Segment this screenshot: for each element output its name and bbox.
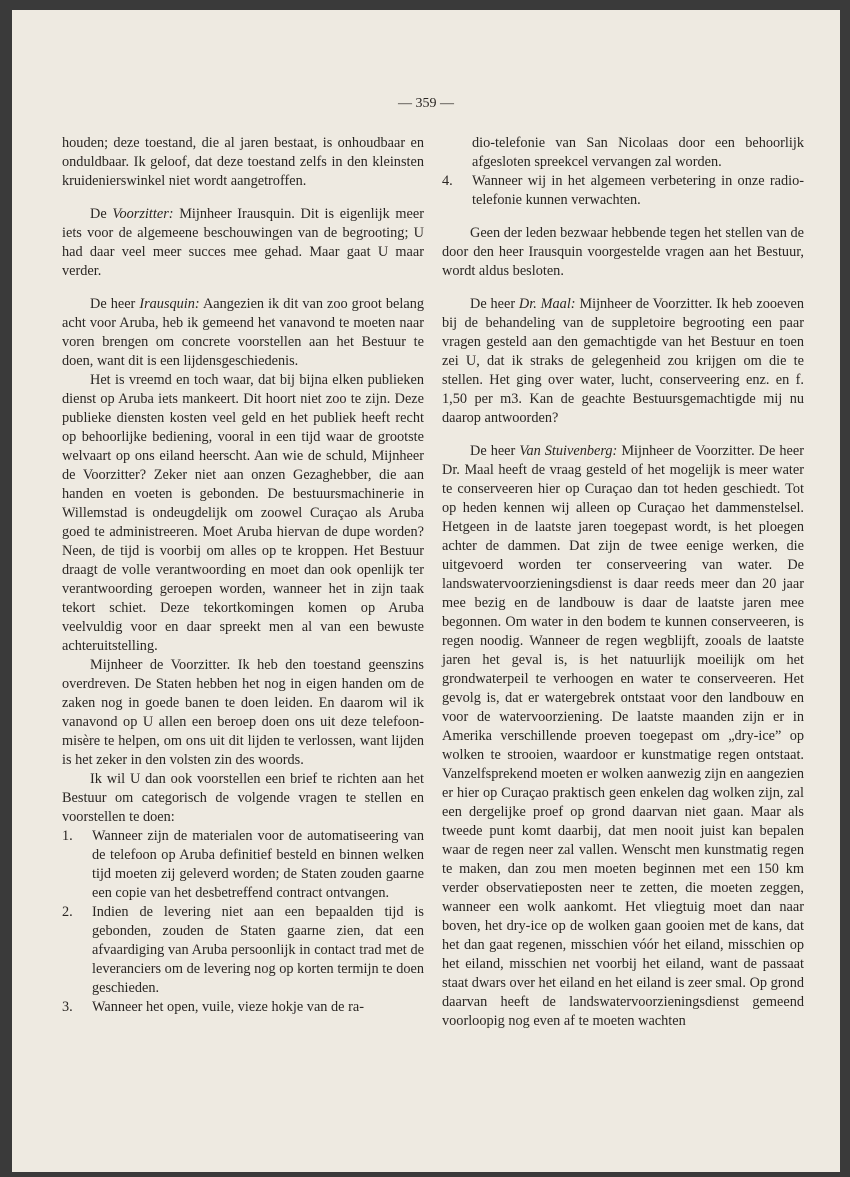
paragraph: De heer Irausquin: Aangezien ik dit van zoo groot belang acht voor Aruba, heb ik gemeend het vanavond te moeten naar voren brengen om concrete voorstellen aan het Bestuur te doen, want dit is een lijdensgeschiedenis. — [62, 296, 424, 369]
list-item: 3. Wanneer het open, vuile, vieze hokje van de ra- — [62, 999, 364, 1015]
speaker-name: Voorzitter: — [112, 206, 174, 222]
paragraph: De heer Dr. Maal: Mijnheer de Voorzitter. Ik heb zooeven bij de behandeling van de suppletoire begrooting een paar vragen gesteld aan den gemachtigde van het Bestuur en toen zei U, dat ik straks de gelegenheid zou krijgen om die te stellen. Het ging over water, lucht, conserveering enz. en f. 1,50 per m3. Kan de geachte Bestuursgemachtigde mij nu daarop antwoorden? — [442, 296, 804, 426]
page-number: — 359 — — [398, 96, 454, 111]
list-item: 4. Wanneer wij in het algemeen verbetering in onze radio-telefonie kunnen verwachten. — [442, 173, 804, 208]
speaker-name: Irausquin: — [139, 296, 200, 312]
list-number: 1. — [62, 828, 73, 844]
speaker-name: Dr. Maal: — [518, 296, 576, 312]
paragraph: Geen der leden bezwaar hebbende tegen het stellen van de door den heer Irausquin voorgestelde vragen aan het Bestuur, wordt aldus besloten. — [442, 225, 804, 279]
list-item: 1. Wanneer zijn de materialen voor de automatiseering van de telefoon op Aruba definitief besteld en binnen welken tijd moeten zij geleverd worden; de Staten zouden gaarne een copie van het desbetreffend contract ontvangen. — [62, 828, 424, 901]
list-number: 2. — [62, 904, 73, 920]
right-column — [442, 134, 804, 1045]
left-column — [62, 134, 424, 1017]
list-item: 2. Indien de levering niet aan een bepaalden tijd is gebonden, zouden de Staten gaarne zien, dat een afvaardiging van Aruba persoonlijk in contact trad met de leveranciers om de levering nog op korten termijn te doen geschieden. — [62, 904, 424, 996]
paragraph: Het is vreemd en toch waar, dat bij bijna elken publieken dienst op Aruba iets mankeert. Dit hoort niet zoo te zijn. Deze publieke diensten kosten veel geld en het publiek heeft recht op behoorlijke bediening, vooral in een tijd waar de grootste welvaart op ons eiland heerscht. Aan wie de schuld, Mijnheer de Voorzitter? Zeker niet aan onzen Gezaghebber, die aan handen en voeten is gebonden. De bestuursmachinerie in Willemstad is ondeugdelijk om zoowel Curaçao als Aruba goed te administreeren. Moet Aruba hiervan de dupe worden? Neen, de tijd is voorbij om alles op te kroppen. Het Bestuur draagt de volle verantwoording en moet dan ook openlijk ter verantwoording geroepen worden, wanneer het in zijn taak tekort schiet. Deze tekortkomingen komen op Aruba veelvuldig voor en daar spreekt men al van een bewuste achteruitstelling. — [62, 372, 424, 654]
list-number: 4. — [442, 173, 453, 189]
list-number: 3. — [62, 999, 73, 1015]
speaker-name: Van Stuivenberg: — [519, 443, 618, 459]
paragraph: De heer Van Stuivenberg: Mijnheer de Voorzitter. De heer Dr. Maal heeft de vraag gesteld of het mogelijk is meer water te conserveeren hier op Curaçao dan tot heden geschiedt. Tot op heden kennen wij alleen op Curaçao het dammenstelsel. Hetgeen in de laatste jaren toegepast wordt, is het ploegen achter de dammen. Dat zijn de twee eenige werken, die uitgevoerd worden ter conserveering van water. De landswatervoorzieningsdienst is daar reeds meer dan 20 jaar mee bezig en de landbouw is daar de laatste jaren mee begonnen. Om water in den bodem te kunnen conserveeren, is regen noodig. Wanneer de regen wegblijft, zooals de laatste jaren het geval is, is het natuurlijk moeilijk om het grondwaterpeil te verhoogen en water te conserveeren. Het gevolg is, dat er watergebrek ontstaat voor den landbouw en voor de watervoorziening. De laatste maanden zijn er in Amerika verschillende proeven toegepast om „dry-ice” op wolken te strooien, waardoor er kunstmatige regen ontstaat. Vanzelfsprekend moeten er wolken aanwezig zijn en aangezien er hier op Curaçao praktisch geen enkelen dag wolken zijn, zal een dergelijke proef op grond daarvan niet gaan. Maar als tweede punt komt daarbij, dat men nooit juist kan bepalen waar de regen neer zal vallen. Wenscht men kunstmatig regen te maken, dan zou men moeten beginnen met een 150 km verder observatieposten neer te zetten, die moeten zeggen, wanneer een wolk aankomt. Het vliegtuig moet dan naar boven, het dry-ice op de wolken gaan gooien met de kans, dat het dan gaat regenen, misschien vóór het eiland, misschien op het eiland, misschien net voorbij het eiland, want de passaat staat dwars over het eiland en het eiland is zeer smal. Op grond daarvan heeft de landswatervoorzieningsdienst gemeend voorloopig nog even af te moeten wachten — [442, 443, 804, 1029]
numbered-list — [62, 827, 424, 1017]
paragraph: houden; deze toestand, die al jaren bestaat, is onhoudbaar en onduldbaar. Ik geloof, dat deze toestand zelfs in den kleinsten kruidenierswinkel niet wordt aangetroffen. — [62, 135, 424, 189]
paragraph: De Voorzitter: Mijnheer Irausquin. Dit is eigenlijk meer iets voor de algemeene beschouwingen van de begrooting; U had daar veel meer succes mee gehad. Maar gaat U maar verder. — [62, 206, 424, 279]
list-item-continuation: dio-telefonie van San Nicolaas door een behoorlijk afgesloten spreekcel vervangen zal worden. — [472, 135, 804, 170]
paragraph: Mijnheer de Voorzitter. Ik heb den toestand geenszins overdreven. De Staten hebben het nog in eigen handen om de zaken nog in goede banen te doen leiden. En daarom wil ik vanavond op U allen een beroep doen ons uit deze telefoon-misère te helpen, om ons uit dit lijden te verlossen, want lijden is het zeker in den volsten zin des woords. — [62, 657, 424, 768]
paragraph: Ik wil U dan ook voorstellen een brief te richten aan het Bestuur om categorisch de volgende vragen te stellen en voorstellen te doen: — [62, 771, 424, 825]
document-page — [12, 10, 840, 1172]
